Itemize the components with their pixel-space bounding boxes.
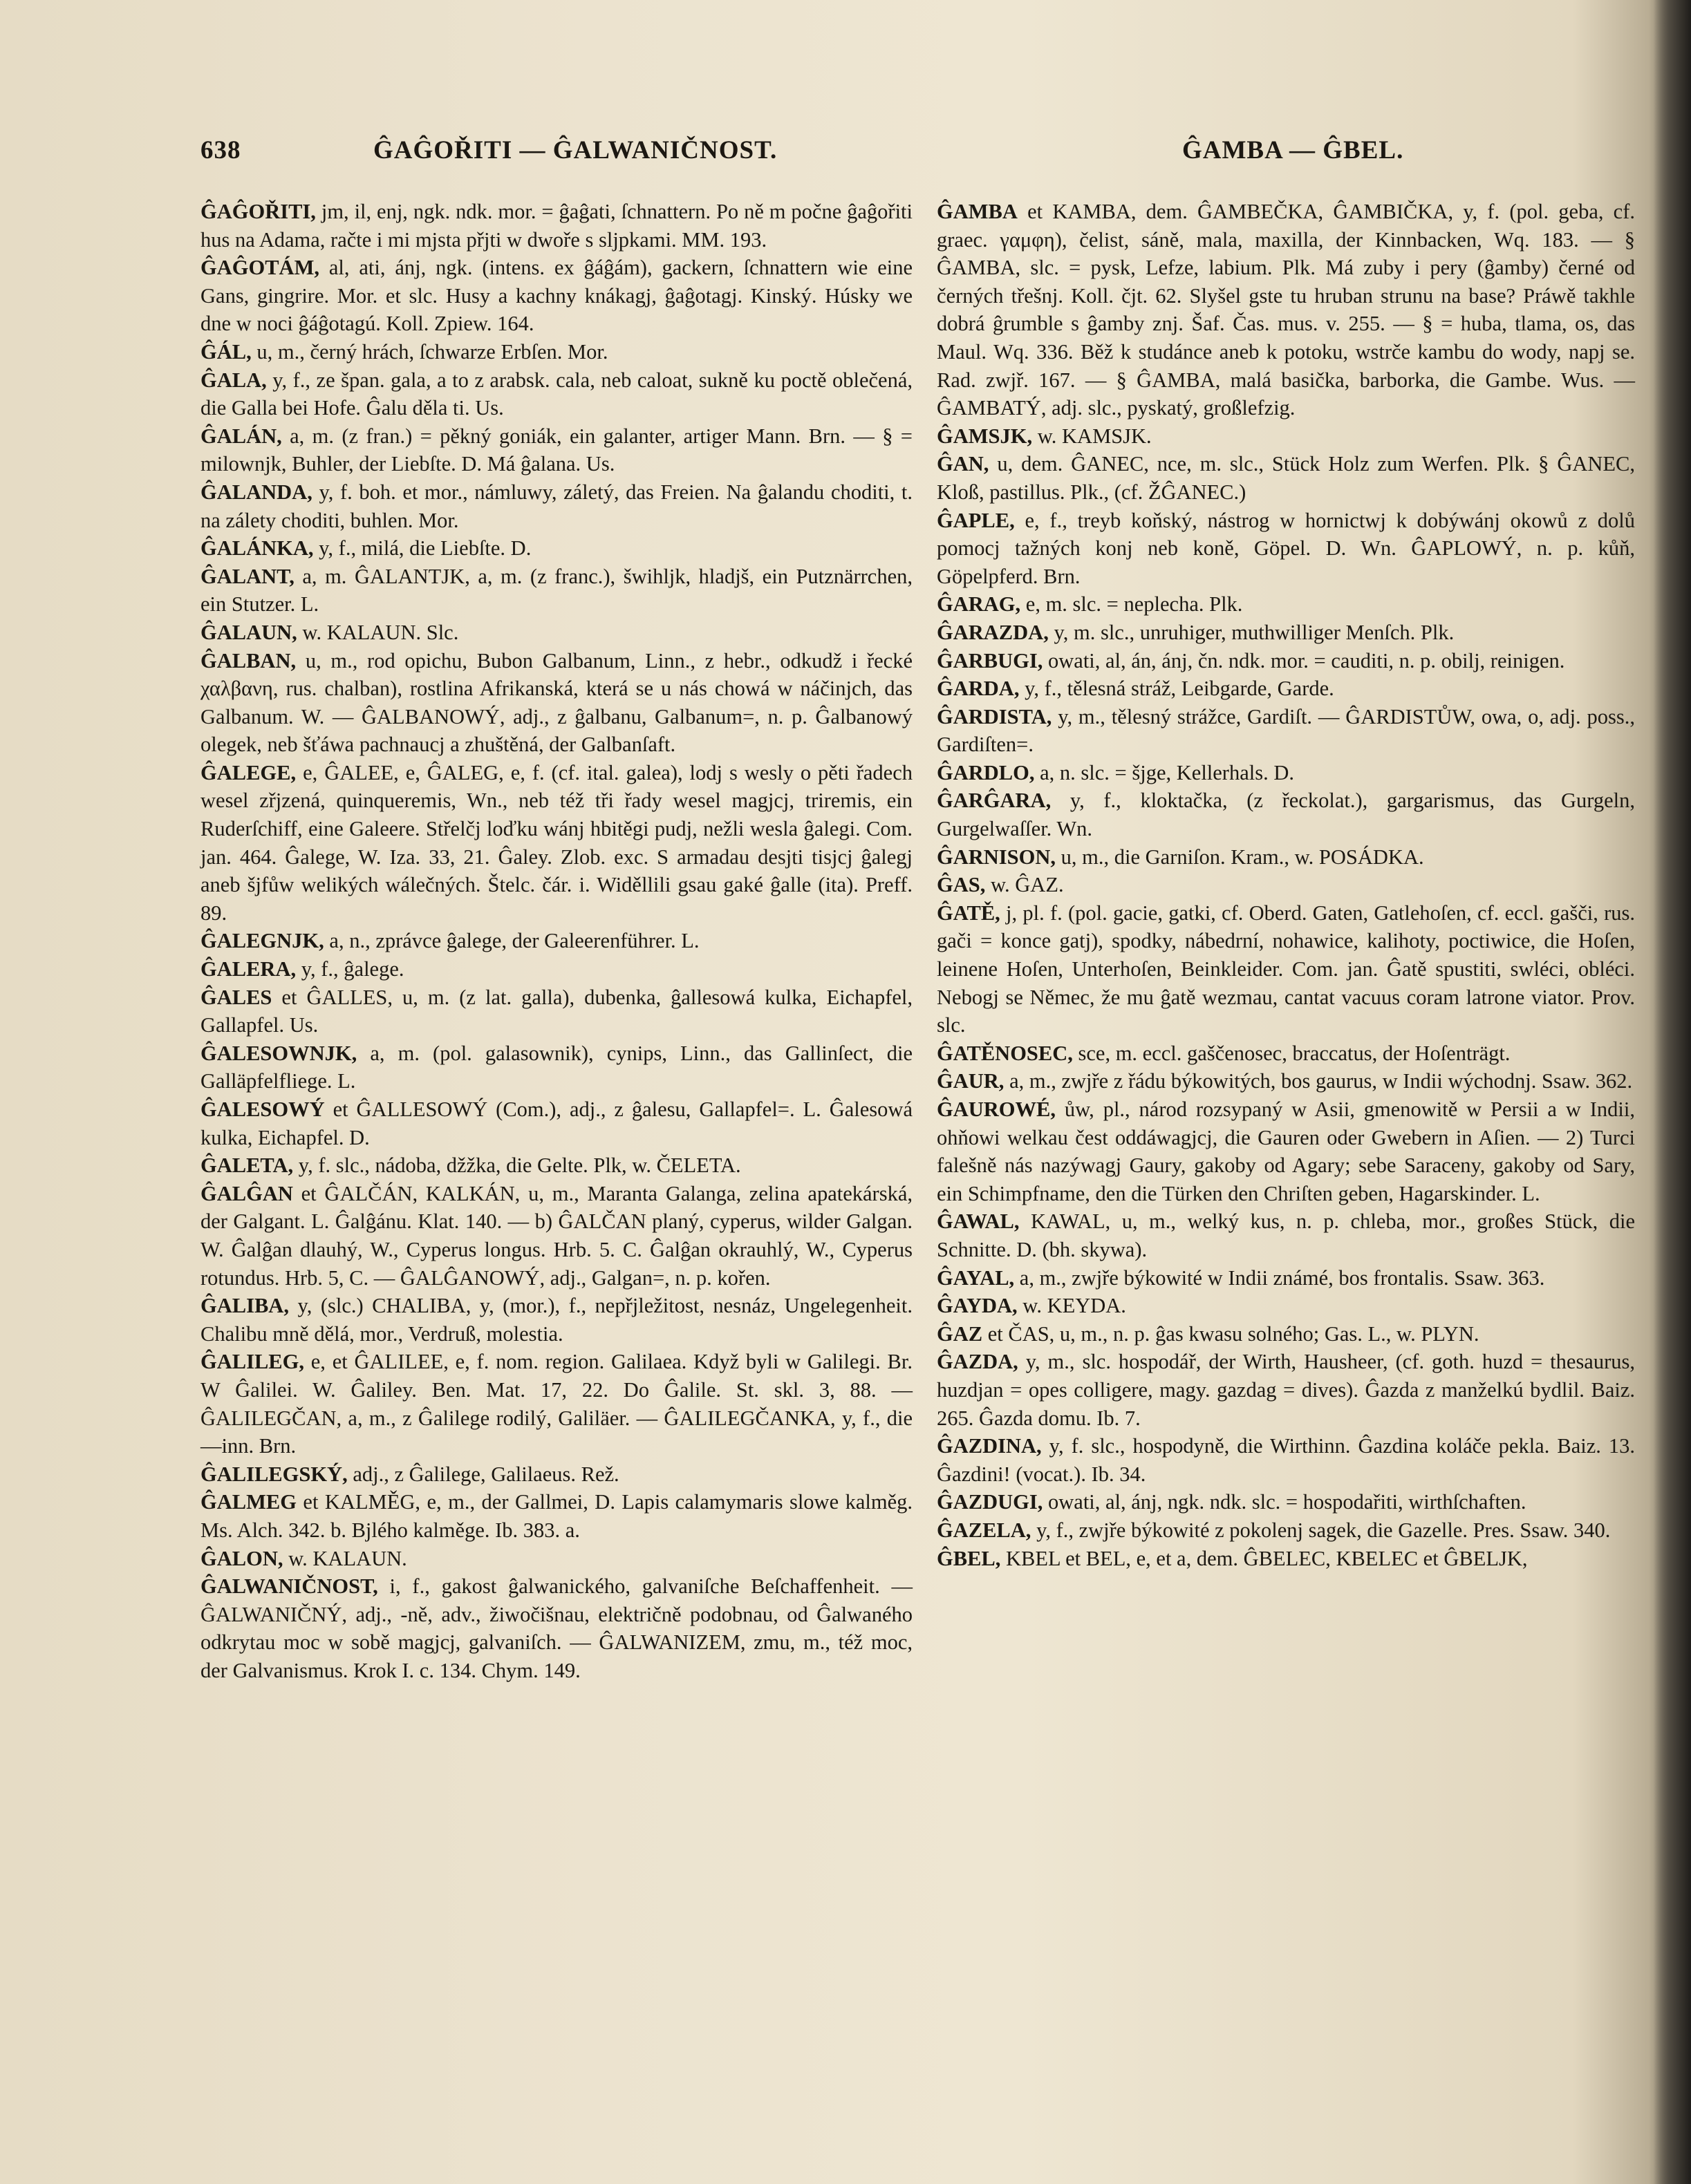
dictionary-entry <box>200 1151 913 1180</box>
entry-headword: ĜARAG, <box>937 592 1021 616</box>
dictionary-entry <box>200 619 913 647</box>
entry-definition: w. KALAUN. <box>283 1546 407 1570</box>
entry-definition: y, f., tělesná stráž, Leibgarde, Garde. <box>1019 677 1334 701</box>
dictionary-entry <box>937 1095 1635 1207</box>
entry-definition: y, f. slc., nádoba, džžka, die Gelte. Plk, w. ČELETA. <box>293 1154 741 1178</box>
entry-definition: a, m. ĜALANTJK, a, m. (z franc.), šwihljk, hladjš, ein Putznärrchen, ein Stutzer. L. <box>200 564 913 616</box>
dictionary-entry <box>200 1095 913 1151</box>
dictionary-entry <box>937 422 1635 451</box>
entry-definition: u, m., černý hrách, ſchwarze Erbſen. Mor. <box>251 339 608 364</box>
entry-headword: ĜALEGE, <box>200 760 297 784</box>
entry-headword: ĜALES <box>200 985 272 1009</box>
book-spine <box>1654 0 1691 2184</box>
dictionary-entry <box>200 1572 913 1684</box>
entry-headword: ĜAMSJK, <box>937 424 1033 448</box>
entry-headword: ĜAN, <box>937 452 989 476</box>
entry-definition: ůw, pl., národ rozsypaný w Asii, gmenowitě w Persii a w Indii, ohňowi welkau čest oddáwagjcj, die Gauren oder Gwebern in Aſien. — 2) Turci falešně nás nazýwagj Gaury, gakoby od Agary; sebe Saraceny, gakoby od Sary, ein Schimpfname, den die Türken den Chriſten geben, Hagarskinder. L. <box>937 1098 1635 1205</box>
entry-definition: owati, al, ánj, ngk. ndk. slc. = hospodařiti, wirthſchaften. <box>1043 1490 1526 1514</box>
entry-definition: a, m., zwjře z řádu býkowitých, bos gaurus, w Indii wýchodnj. Ssaw. 362. <box>1004 1069 1633 1093</box>
entry-definition: y, m., slc. hospodář, der Wirth, Hausheer, (cf. goth. huzd = thesaurus, huzdjan = opes colligere, magy. gazdag = dives). Ĝazda z manželkú bydlil. Baiz. 265. Ĝazda domu. Ib. 7. <box>937 1350 1635 1430</box>
entry-definition: a, n., zprávce ĝalege, der Galeerenführer. L. <box>324 929 700 953</box>
entry-definition: w. KALAUN. Slc. <box>297 620 459 644</box>
entry-definition: y, f., zwjře býkowité z pokolenj sagek, die Gazelle. Pres. Ssaw. 340. <box>1031 1518 1611 1542</box>
entry-definition: j, pl. f. (pol. gacie, gatki, cf. Oberd. Gaten, Gatlehoſen, cf. eccl. gašči, rus. gači = konce gatj), spodky, nábedrní, nohawice, kalihoty, poctiwice, die Hoſen, leinene Hoſen, Unterhoſen, Beinkleider. Com. jan. Ĝatě spustiti, swléci, obléci. Nebogj se Němec, že mu ĝatě wezmau, cantat vacuus coram latrone viator. Prov. slc. <box>937 901 1635 1037</box>
dictionary-entry <box>200 983 913 1039</box>
entry-headword: ĜARDA, <box>937 677 1020 701</box>
entry-definition: e, f., treyb koňský, nástrog w hornictwj k dobýwánj okowů z dolů pomocj tažných konj neb koně, Göpel. D. Wn. ĜAPLOWÝ, n. p. kůň, Göpelpferd. Brn. <box>937 508 1635 588</box>
entry-headword: ĜAUR, <box>937 1069 1005 1093</box>
entry-definition: y, m. slc., unruhiger, muthwilliger Menſch. Plk. <box>1048 620 1455 644</box>
dictionary-entry <box>200 254 913 338</box>
dictionary-entry <box>200 647 913 759</box>
entry-headword: ĜALAUN, <box>200 620 297 644</box>
entry-headword: ĜÁL, <box>200 339 252 364</box>
dictionary-entry <box>200 759 913 928</box>
dictionary-entry <box>200 1292 913 1348</box>
entry-definition: e, ĜALEE, e, ĜALEG, e, f. (cf. ital. galea), lodj s wesly o pěti řadech wesel zřjzená, quinqueremis, Wn., neb též tři řady wesel magjcj, triremis, ein Ruderſchiff, eine Galeere. Střelčj loďku wánj hbitěgi pudj, nežli wesla ĝalegi. Com. jan. 464. Ĝalege, W. Iza. 33, 21. Ĝaley. Zlob. exc. S armadau desjti tisjcj ĝalegj aneb šjfůw welikých wálečných. Štelc. čár. i. Widěllili gsau gaké ĝalle (ita). Preff. 89. <box>200 760 913 925</box>
dictionary-entry <box>937 507 1635 591</box>
entry-headword: ĜALA, <box>200 368 267 392</box>
entry-definition: y, f. boh. et mor., námluwy, záletý, das Freien. Na ĝalandu choditi, t. na zálety choditi, buhlen. Mor. <box>200 480 913 532</box>
entry-definition: a, m. (pol. galasownik), cynips, Linn., das Gallinſect, die Galläpfelfliege. L. <box>200 1041 913 1093</box>
entry-headword: ĜAS, <box>937 873 986 897</box>
dictionary-entry <box>200 1180 913 1292</box>
entry-definition: et ČAS, u, m., n. p. ĝas kwasu solného; Gas. L., w. PLYN. <box>982 1321 1479 1346</box>
dictionary-entry <box>937 787 1635 842</box>
entry-headword: ĜAYAL, <box>937 1265 1015 1290</box>
dictionary-entry <box>937 843 1635 872</box>
entry-headword: ĜAZ <box>937 1321 983 1346</box>
entry-headword: ĜARDLO, <box>937 760 1035 784</box>
dictionary-entry <box>937 1348 1635 1432</box>
dictionary-entry <box>937 1488 1635 1516</box>
right-running-title: ĜAMBA — ĜBEL. <box>1182 136 1404 164</box>
dictionary-entry <box>200 955 913 983</box>
dictionary-entry <box>937 1516 1635 1545</box>
entry-headword: ĜAZDA, <box>937 1350 1018 1374</box>
dictionary-entry <box>200 366 913 422</box>
entry-definition: e, et ĜALILEE, e, f. nom. region. Galilaea. Když byli w Galilegi. Br. W Ĝalilei. W. Ĝaliley. Ben. Mat. 17, 22. Do Ĝalile. St. skl. 3, 88. — ĜALILEGČAN, a, m., z Ĝalilege rodilý, Galiläer. — ĜALILEGČANKA, y, f., die —inn. Brn. <box>200 1350 913 1458</box>
entry-definition: i, f., gakost ĝalwanického, galvaniſche Beſchaffenheit. — ĜALWANIČNÝ, adj., -ně, adv., žiwočišnau, električně podobnau, od Ĝalwaného odkrytau moc w sobě magjcj, galvaniſch. — ĜALWANIZEM, zmu, m., též moc, der Galvanismus. Krok I. c. 134. Chym. 149. <box>200 1574 913 1682</box>
entry-definition: y, f., ze špan. gala, a to z arabsk. cala, neb caloat, sukně ku poctě oblečená, die Galla bei Hofe. Ĝalu děla ti. Us. <box>200 368 913 420</box>
dictionary-entry <box>937 1292 1635 1320</box>
dictionary-entry <box>200 478 913 534</box>
entry-definition: sce, m. eccl. gaščenosec, braccatus, der Hoſenträgt. <box>1072 1041 1511 1065</box>
dictionary-entry <box>937 1545 1635 1573</box>
entry-headword: ĜALILEGSKÝ, <box>200 1462 348 1486</box>
entry-headword: ĜALĜAN <box>200 1181 293 1205</box>
dictionary-entry <box>937 1320 1635 1348</box>
left-column <box>200 198 913 1684</box>
entry-headword: ĜALERA, <box>200 957 297 981</box>
entry-headword: ĜATĚNOSEC, <box>937 1041 1073 1065</box>
entry-definition: et ĜALČÁN, KALKÁN, u, m., Maranta Galanga, zelina apatekárská, der Galgant. L. Ĝalĝánu. Klat. 140. — b) ĜALČAN planý, cyperus, wilder Galgan. W. Ĝalĝan dlauhý, W., Cyperus longus. Hrb. 5. C. Ĝalĝan okrauhlý, W., Cyperus rotundus. Hrb. 5, C. — ĜALĜANOWÝ, adj., Galgan=, n. p. kořen. <box>200 1181 913 1290</box>
entry-headword: ĜALIBA, <box>200 1294 289 1318</box>
entry-definition: y, f., kloktačka, (z řeckolat.), gargarismus, das Gurgeln, Gurgelwaſſer. Wn. <box>937 789 1635 841</box>
entry-definition: w. KAMSJK. <box>1032 424 1152 448</box>
dictionary-entry <box>937 1067 1635 1095</box>
right-column <box>937 198 1635 1572</box>
entry-definition: y, f. slc., hospodyně, die Wirthinn. Ĝazdina koláče pekla. Baiz. 13. Ĝazdini! (vocat.). Ib. 34. <box>937 1434 1635 1486</box>
entry-definition: al, ati, ánj, ngk. (intens. ex ĝáĝám), gackern, ſchnattern wie eine Gans, gingrire. Mor. et slc. Husy a kachny knákagj, ĝaĝotagj. Kinský. Húsky we dne w noci ĝáĝotagú. Koll. Zpiew. 164. <box>200 256 913 336</box>
dictionary-entry <box>200 1348 913 1460</box>
entry-headword: ĜAUROWÉ, <box>937 1098 1056 1121</box>
entry-headword: ĜAZDINA, <box>937 1434 1042 1458</box>
dictionary-entry <box>937 1207 1635 1263</box>
dictionary-entry <box>200 198 913 254</box>
dictionary-entry <box>937 1432 1635 1488</box>
entry-headword: ĜAĜOTÁM, <box>200 256 319 280</box>
entry-headword: ĜALANT, <box>200 564 295 588</box>
entry-headword: ĜBEL, <box>937 1546 1001 1570</box>
entry-headword: ĜALESOWÝ <box>200 1098 325 1121</box>
entry-headword: ĜAĜOŘITI, <box>200 200 316 223</box>
entry-definition: w. ĜAZ. <box>985 873 1064 897</box>
page-header <box>200 135 1442 180</box>
entry-headword: ĜAPLE, <box>937 508 1015 532</box>
dictionary-entry <box>937 647 1635 675</box>
entry-headword: ĜALBAN, <box>200 648 297 672</box>
entry-headword: ĜAZDUGI, <box>937 1490 1043 1514</box>
page-number: 638 <box>200 136 241 164</box>
entry-headword: ĜAMBA <box>937 200 1018 223</box>
dictionary-entry <box>200 338 913 366</box>
entry-definition: y, m., tělesný strážce, Gardiſt. — ĜARDISTŮW, owa, o, adj. poss., Gardiſten=. <box>937 704 1635 757</box>
dictionary-entry <box>937 703 1635 759</box>
entry-headword: ĜALILEG, <box>200 1350 304 1374</box>
entry-definition: a, m. (z fran.) = pěkný goniák, ein galanter, artiger Mann. Brn. — § = milownjk, Buhler, der Liebſte. D. Má ĝalana. Us. <box>200 424 913 476</box>
entry-headword: ĜATĚ, <box>937 901 1000 925</box>
dictionary-entry <box>937 759 1635 787</box>
entry-headword: ĜAWAL, <box>937 1209 1020 1234</box>
dictionary-entry <box>937 590 1635 619</box>
entry-definition: e, m. slc. = neplecha. Plk. <box>1020 592 1243 616</box>
entry-definition: et KALMĚG, e, m., der Gallmei, D. Lapis calamymaris slowe kalměg. Ms. Alch. 342. b. Bjlého kalměge. Ib. 383. a. <box>200 1490 913 1542</box>
left-running-title: ĜAĜOŘITI — ĜALWANIČNOST. <box>373 136 778 164</box>
dictionary-entry <box>200 563 913 619</box>
dictionary-entry <box>200 422 913 478</box>
dictionary-entry <box>200 1545 913 1573</box>
entry-definition: et KAMBA, dem. ĜAMBEČKA, ĜAMBIČKA, y, f. (pol. geba, cf. graec. γαμφη), čelist, sáně, mala, maxilla, der Kinnbacken, Wq. 183. — § ĜAMBA, slc. = pysk, Lefze, labium. Plk. Má zuby i pery (ĝamby) černé od černých třešnj. Koll. čjt. 62. Slyšel gste tu hruban strunu na base? Práwě takhle dobrá ĝrumble s ĝamby znj. Šaf. Čas. mus. v. 255. — § = huba, tlama, os, das Maul. Wq. 336. Běž k studánce aneb k potoku, wstrče kambu do wody, napj se. Rad. zwjř. 167. — § ĜAMBA, malá basička, barborka, die Gambe. Wus. — ĜAMBATÝ, adj. slc., pyskatý, großlefzig. <box>937 200 1635 420</box>
entry-headword: ĜALESOWNJK, <box>200 1041 357 1065</box>
dictionary-entry <box>937 899 1635 1039</box>
entry-definition: KBEL et BEL, e, et a, dem. ĜBELEC, KBELEC et ĜBELJK, <box>1000 1546 1528 1570</box>
entry-headword: ĜARNISON, <box>937 845 1056 869</box>
entry-definition: w. KEYDA. <box>1017 1294 1126 1318</box>
entry-definition: y, (slc.) CHALIBA, y, (mor.), f., nepřjležitost, nesnáz, Ungelegenheit. Chalibu mně dělá, mor., Verdruß, molestia. <box>200 1294 913 1346</box>
entry-headword: ĜALMEG <box>200 1490 297 1514</box>
dictionary-entry <box>937 1264 1635 1292</box>
entry-definition: adj., z Ĝalilege, Galilaeus. Rež. <box>347 1462 619 1486</box>
entry-definition: owati, al, án, ánj, čn. ndk. mor. = cauditi, n. p. obilj, reinigen. <box>1043 648 1565 672</box>
entry-definition: u, m., die Garniſon. Kram., w. POSÁDKA. <box>1056 845 1424 869</box>
entry-definition: KAWAL, u, m., welký kus, n. p. chleba, mor., großes Stück, die Schnitte. D. (bh. skywa). <box>937 1209 1635 1261</box>
entry-headword: ĜARDISTA, <box>937 704 1052 728</box>
dictionary-entry <box>937 198 1635 422</box>
entry-headword: ĜALANDA, <box>200 480 312 504</box>
entry-definition: a, n. slc. = šjge, Kellerhals. D. <box>1034 760 1294 784</box>
entry-headword: ĜARĜARA, <box>937 789 1052 813</box>
entry-definition: et ĜALLESOWÝ (Com.), adj., z ĝalesu, Gallapfel=. L. Ĝalesowá kulka, Eichapfel. D. <box>200 1098 913 1149</box>
entry-headword: ĜAZELA, <box>937 1518 1031 1542</box>
dictionary-entry <box>200 1488 913 1544</box>
entry-headword: ĜALEGNJK, <box>200 929 324 953</box>
entry-definition: y, f., ĝalege. <box>296 957 404 981</box>
dictionary-entry <box>937 871 1635 899</box>
entry-definition: u, m., rod opichu, Bubon Galbanum, Linn., z hebr., odkudž i řecké χαλβανη, rus. chalban), rostlina Afrikanská, která se u nás chowá w náčinjch, das Galbanum. W. — ĜALBANOWÝ, adj., z ĝalbanu, Galbanum=, n. p. Ĝalbanowý olegek, neb šťáwa pachnaucj a zhuštěná, der Galbanſaft. <box>200 648 913 757</box>
entry-headword: ĜALÁNKA, <box>200 536 314 561</box>
dictionary-entry <box>937 619 1635 647</box>
entry-definition: a, m., zwjře býkowité w Indii známé, bos frontalis. Ssaw. 363. <box>1014 1265 1545 1290</box>
entry-definition: u, dem. ĜANEC, nce, m. slc., Stück Holz zum Werfen. Plk. § ĜANEC, Kloß, pastillus. Plk., (cf. ŽĜANEC.) <box>937 452 1635 504</box>
entry-headword: ĜALON, <box>200 1546 283 1570</box>
entry-headword: ĜALWANIČNOST, <box>200 1574 378 1599</box>
entry-headword: ĜARAZDA, <box>937 620 1049 644</box>
dictionary-entry <box>937 675 1635 703</box>
entry-headword: ĜAYDA, <box>937 1294 1018 1318</box>
entry-definition: jm, il, enj, ngk. ndk. mor. = ĝaĝati, ſchnattern. Po ně m počne ĝaĝořiti hus na Adama, račte i mi mjsta přjti w dwoře s sljpkami. MM. 193. <box>200 200 913 252</box>
entry-headword: ĜARBUGI, <box>937 648 1043 672</box>
entry-headword: ĜALETA, <box>200 1154 294 1178</box>
dictionary-entry <box>200 534 913 563</box>
dictionary-entry <box>937 450 1635 506</box>
dictionary-entry <box>200 1039 913 1095</box>
entry-definition: et ĜALLES, u, m. (z lat. galla), dubenka, ĝallesowá kulka, Eichapfel, Gallapfel. Us. <box>200 985 913 1037</box>
entry-definition: y, f., milá, die Liebſte. D. <box>313 536 532 561</box>
dictionary-entry <box>200 1460 913 1489</box>
dictionary-entry <box>937 1039 1635 1068</box>
dictionary-entry <box>200 927 913 955</box>
entry-headword: ĜALÁN, <box>200 424 282 448</box>
